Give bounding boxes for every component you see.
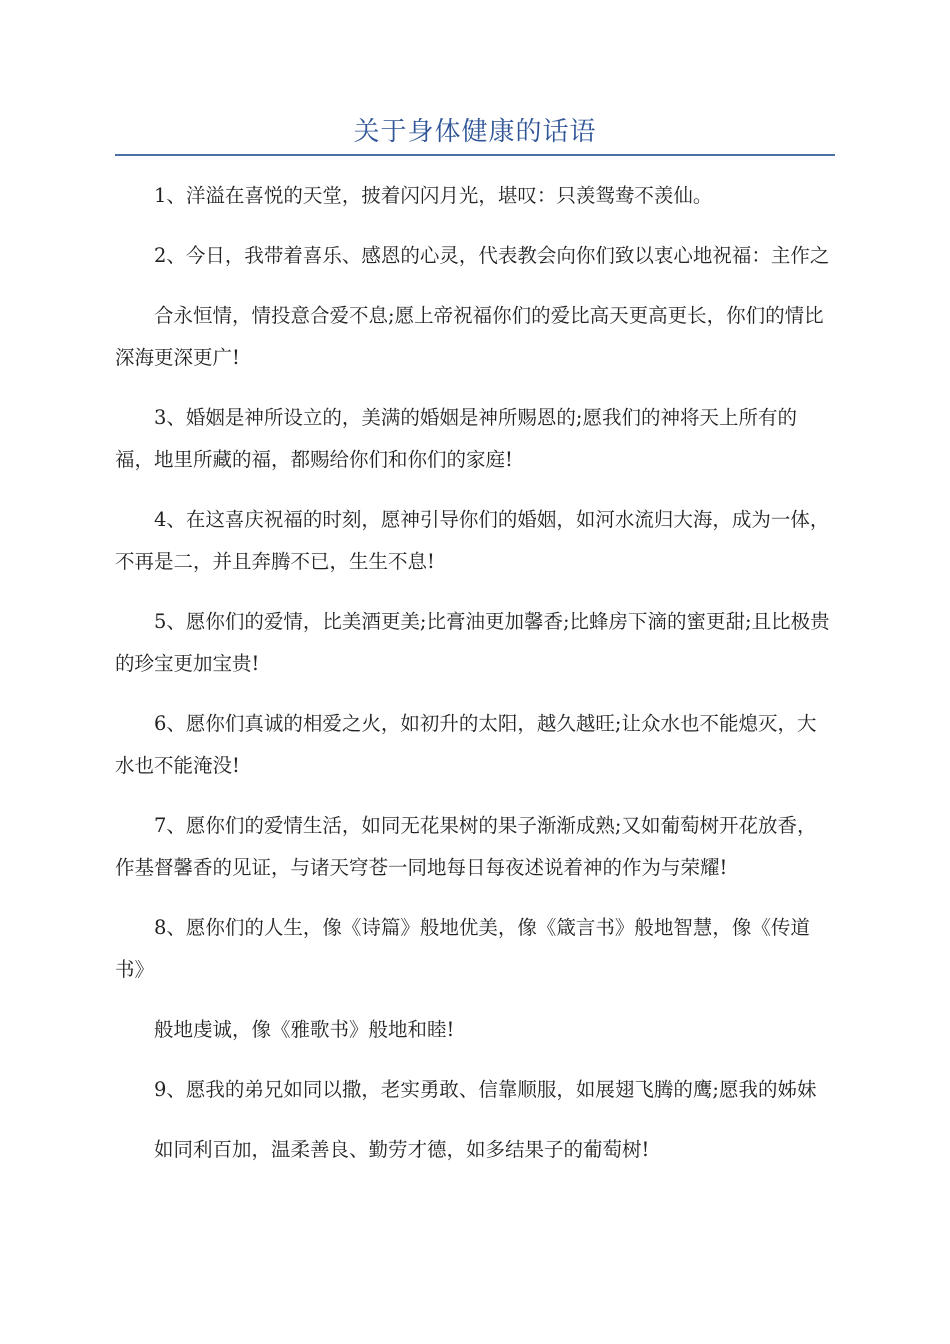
paragraph-2-continued: 合永恒情，情投意合爱不息;愿上帝祝福你们的爱比高天更高更长，你们的情比深海更深更广!	[115, 304, 824, 369]
paragraph-3: 3、婚姻是神所设立的，美满的婚姻是神所赐恩的;愿我们的神将天上所有的福，地里所藏的福，都赐给你们和你们的家庭!	[115, 406, 797, 471]
paragraph-8-continued: 般地虔诚，像《雅歌书》般地和睦!	[154, 1018, 455, 1041]
document-body	[115, 175, 835, 1189]
document-title: 关于身体健康的话语	[353, 117, 597, 147]
paragraph-9: 9、愿我的弟兄如同以撒，老实勇敢、信靠顺服，如展翅飞腾的鹰;愿我的姊妹	[154, 1078, 817, 1101]
paragraph-5: 5、愿你们的爱情，比美酒更美;比膏油更加馨香;比蜂房下滴的蜜更甜;且比极贵的珍宝更加宝贵!	[115, 610, 830, 675]
paragraph-2: 2、今日，我带着喜乐、感恩的心灵，代表教会向你们致以衷心地祝福：主作之	[154, 244, 830, 267]
title-underline	[115, 154, 835, 156]
paragraph-7: 7、愿你们的爱情生活，如同无花果树的果子渐渐成熟;又如葡萄树开花放香，作基督馨香的见证，与诸天穹苍一同地每日每夜述说着神的作为与荣耀!	[115, 814, 817, 879]
paragraph-4: 4、在这喜庆祝福的时刻，愿神引导你们的婚姻，如河水流归大海，成为一体，不再是二，并且奔腾不已，生生不息!	[115, 508, 830, 573]
paragraph-1: 1、洋溢在喜悦的天堂，披着闪闪月光，堪叹：只羡鸳鸯不羡仙。	[154, 184, 713, 207]
paragraph-6: 6、愿你们真诚的相爱之火，如初升的太阳，越久越旺;让众水也不能熄灭，大水也不能淹没!	[115, 712, 817, 777]
paragraph-9-continued: 如同利百加，温柔善良、勤劳才德，如多结果子的葡萄树!	[154, 1138, 650, 1161]
paragraph-8: 8、愿你们的人生，像《诗篇》般地优美，像《箴言书》般地智慧，像《传道书》	[115, 916, 810, 981]
